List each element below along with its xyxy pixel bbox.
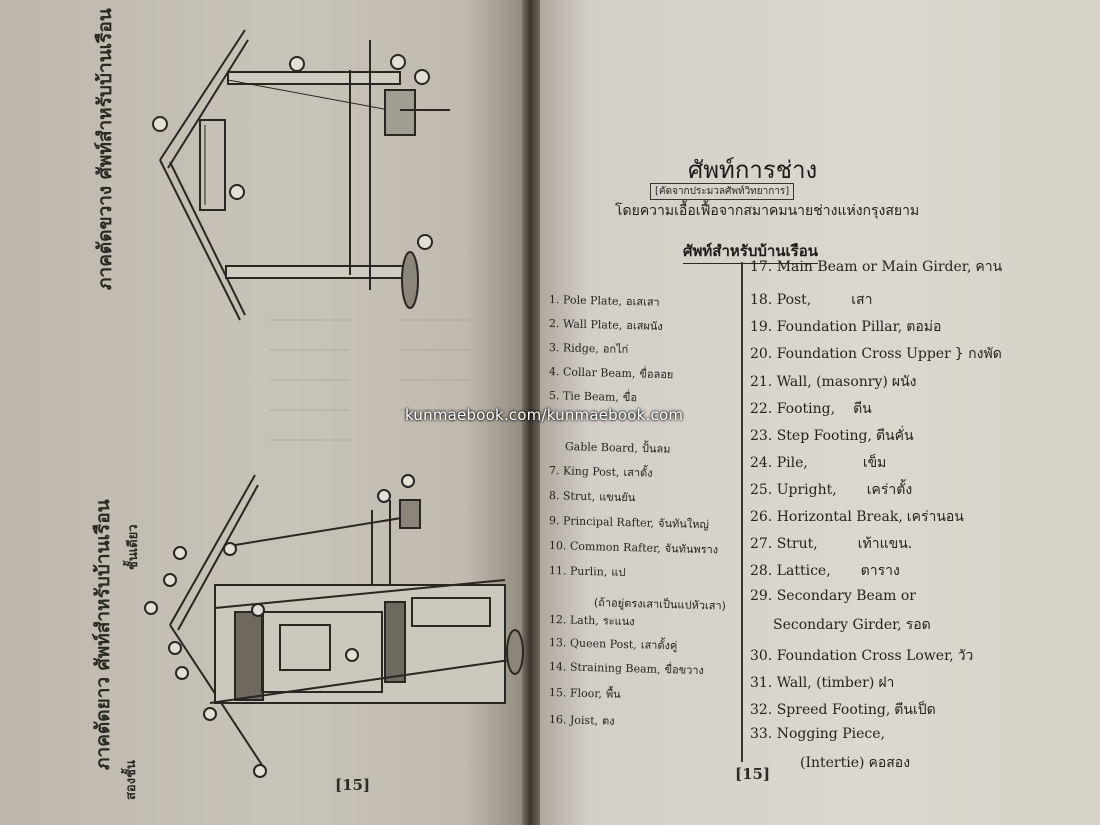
list-item: 27. Strut, เท้าแขน. <box>750 536 913 552</box>
lower-drawing-title: ภาคตัดยาว ศัพท์สำหรับบ้านเรือน <box>92 499 114 770</box>
watermark-overlay: kunmaebook.com/kunmaebook.com <box>405 406 684 424</box>
upper-drawing-title: ภาคตัดขวาง ศัพท์สำหรับบ้านเรือน <box>94 8 116 290</box>
list-item: 31. Wall, (timber) ฝา <box>750 675 895 691</box>
lower-drawing-subtitle-double: สองชั้น <box>124 760 139 800</box>
list-item: 2. Wall Plate, อเสผนัง <box>548 317 663 333</box>
list-item: 20. Foundation Cross Upper } กงพัด <box>750 346 1002 362</box>
list-item: 9. Principal Rafter, จันทันใหญ่ <box>548 514 710 532</box>
list-item: 3. Ridge, อกไก่ <box>548 341 629 357</box>
list-item: 25. Upright, เคร่าตั้ง <box>750 482 913 498</box>
list-item: 24. Pile, เข็ม <box>750 455 887 471</box>
lower-drawing-subtitle-single: ชั้นเดียว <box>126 524 141 570</box>
list-item: 29. Secondary Beam or <box>750 588 917 604</box>
list-item: 30. Foundation Cross Lower, วัว <box>750 648 974 664</box>
list-item: 14. Straining Beam, ขื่อขวาง <box>548 660 705 678</box>
list-item: 16. Joist, ตง <box>548 713 615 728</box>
section-heading: ศัพท์สำหรับบ้านเรือน <box>683 239 818 264</box>
list-item: 19. Foundation Pillar, ตอม่อ <box>750 319 942 335</box>
column-divider <box>741 262 743 762</box>
list-item: 13. Queen Post, เสาดั้งคู่ <box>548 636 678 653</box>
courtesy-line: โดยความเอื้อเฟื้อจากสมาคมนายช่างแห่งกรุงสยาม <box>615 203 920 219</box>
list-item: 12. Lath, ระแนง <box>548 613 635 629</box>
list-item: 15. Floor, พื้น <box>548 686 621 701</box>
list-item: Gable Board, ปั้นลม <box>564 440 671 456</box>
list-item: 4. Collar Beam, ขื่อลอย <box>548 365 674 382</box>
long-section-drawing <box>145 475 523 777</box>
list-item: (ถ้าอยู่ตรงเสาเป็นแปหัวเสา) <box>593 596 727 613</box>
left-page-number: [15] <box>335 776 371 794</box>
list-item: (Intertie) คอสอง <box>800 755 911 771</box>
list-item: 21. Wall, (masonry) ผนัง <box>750 374 917 390</box>
list-item: 26. Horizontal Break, เคร่านอน <box>750 509 964 525</box>
list-item: Secondary Girder, รอด <box>773 617 931 633</box>
list-item: 28. Lattice, ตาราง <box>750 563 900 579</box>
list-item: 7. King Post, เสาดั้ง <box>548 464 653 480</box>
list-item: 33. Nogging Piece, <box>750 726 885 742</box>
source-note: [คัดจากประมวลศัพท์วิทยาการ] <box>650 183 794 200</box>
list-item: 10. Common Rafter, จันทันพราง <box>548 539 719 557</box>
list-item: 8. Strut, แขนยัน <box>548 489 636 505</box>
list-item: 11. Purlin, แป <box>548 564 626 579</box>
list-item: 5. Tie Beam, ขื่อ <box>548 389 638 405</box>
list-item: 22. Footing, ตีน <box>750 401 872 417</box>
list-item: 32. Spreed Footing, ตีนเป็ด <box>750 702 936 718</box>
right-page-number: [15] <box>735 765 771 783</box>
list-item: 1. Pole Plate, อเสเสา <box>548 293 660 309</box>
list-item: 23. Step Footing, ตีนคั่น <box>750 428 914 444</box>
list-item: 17. Main Beam or Main Girder, คาน <box>750 259 1003 275</box>
list-item: 18. Post, เสา <box>750 292 873 308</box>
cross-section-drawing <box>153 30 450 320</box>
page-title: ศัพท์การช่าง <box>688 156 818 184</box>
